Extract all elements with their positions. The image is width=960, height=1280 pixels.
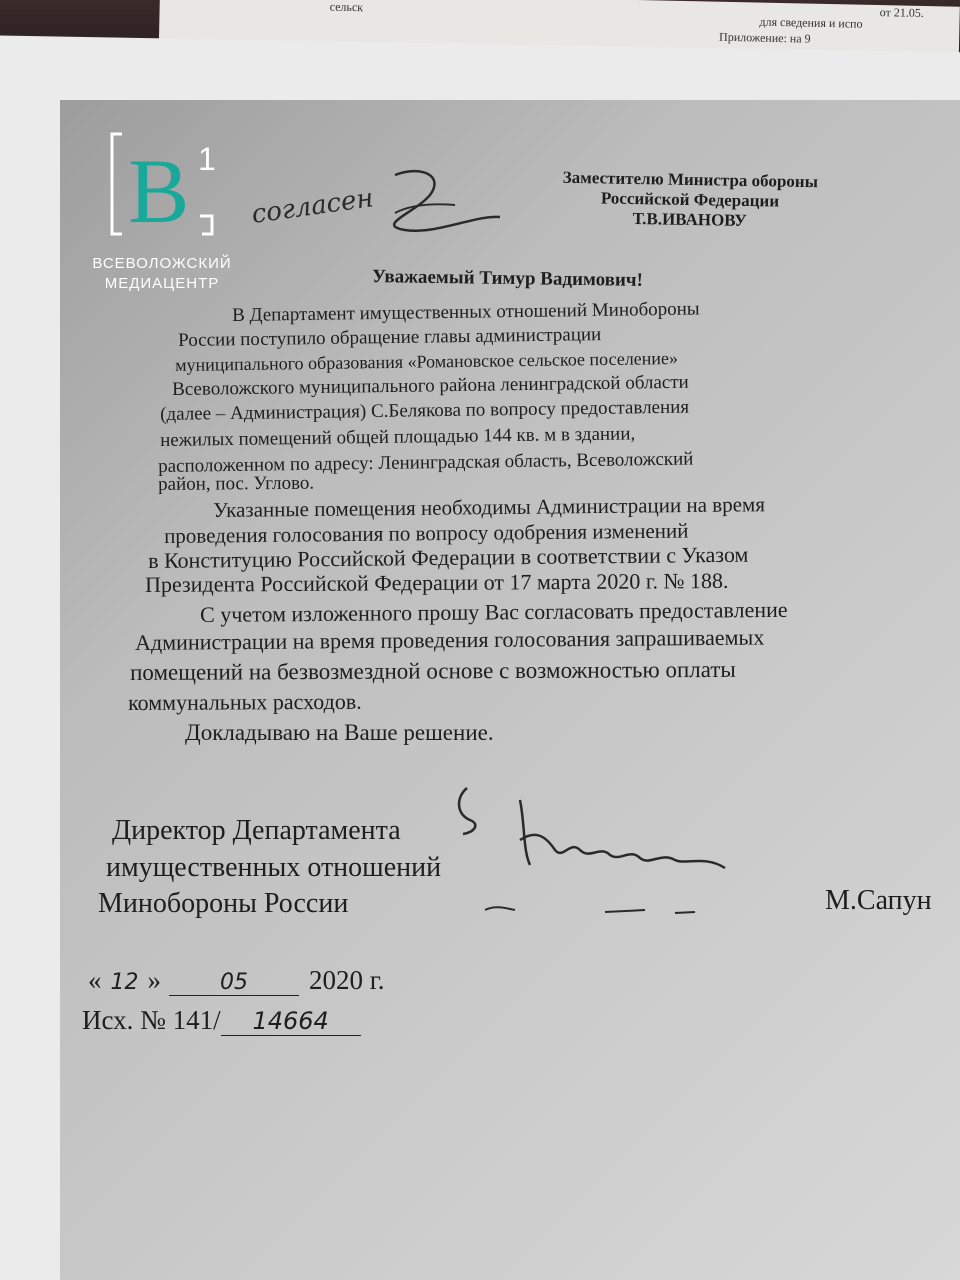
- paragraph-1-line-3: муниципального образования «Романовское сельское поселение»: [175, 347, 679, 375]
- paragraph-1-line-8: район, пос. Углово.: [158, 472, 315, 495]
- paragraph-2-line-1: Указанные помещения необходимы Администрации на время: [213, 492, 766, 522]
- paragraph-1-line-1: В Департамент имущественных отношений Минобороны: [232, 298, 700, 326]
- paragraph-1-line-4: Всеволожского муниципального района ленинградской области: [172, 371, 689, 400]
- paragraph-1-line-7: расположенном по адресу: Ленинградская область, Всеволожский: [158, 448, 694, 477]
- logo-superscript: 1: [198, 141, 216, 177]
- recipient-line2: Российской Федерации: [600, 188, 780, 211]
- signature-line1: Директор Департамента: [112, 815, 401, 846]
- date-close-quote: »: [147, 965, 161, 995]
- vsevolozhsky-logo: [108, 130, 216, 238]
- paragraph-3-line-1: С учетом изложенного прошу Вас согласовать предоставление: [200, 596, 788, 627]
- date-month: 05: [169, 970, 299, 996]
- paragraph-2-line-2: проведения голосования по вопросу одобрения изменений: [164, 518, 689, 548]
- bg-sheet-line2: Приложение: на 9: [718, 29, 811, 46]
- bg-sheet-line1: сельск: [329, 0, 364, 15]
- logo-letter: B: [128, 140, 190, 238]
- signature-line3: Минобороны России: [98, 888, 349, 919]
- logo-line1: ВСЕВОЛОЖСКИЙ: [92, 255, 232, 272]
- paragraph-2-line-3: в Конституцию Российской Федерации в соответствии с Указом: [148, 541, 749, 573]
- logo-line2: МЕДИАЦЕНТР: [104, 275, 220, 292]
- date-line: [88, 965, 385, 996]
- handwritten-note: согласен: [249, 183, 376, 230]
- paragraph-4-line-1: Докладываю на Ваше решение.: [185, 720, 494, 745]
- recipient-line3: Т.В.ИВАНОВУ: [632, 209, 747, 230]
- handwritten-resolution: [245, 165, 515, 245]
- paragraph-3-line-2: Администрации на время проведения голосования запрашиваемых: [135, 624, 765, 655]
- bg-sheet-line4: от 21.05.: [879, 5, 924, 20]
- recipient-block: [520, 167, 861, 233]
- date-open-quote: «: [88, 965, 102, 995]
- date-year: 2020 г.: [309, 965, 385, 995]
- date-day: 12: [110, 970, 139, 995]
- paragraph-3-line-4: коммунальных расходов.: [128, 688, 362, 715]
- signatory-name: М.Сапун: [825, 885, 932, 916]
- outgoing-number: 14664: [221, 1007, 361, 1036]
- paragraph-1-line-2: России поступило обращение главы администрации: [178, 324, 602, 351]
- paragraph-1-line-6: нежилых помещений общей площадью 144 кв. м в здании,: [160, 423, 636, 451]
- outgoing-prefix: Исх. № 141/: [82, 1005, 221, 1035]
- signature-line2: имущественных отношений: [106, 852, 442, 883]
- director-signature: [445, 780, 745, 920]
- outgoing-number-line: [82, 1005, 361, 1036]
- greeting: Уважаемый Тимур Вадимович!: [371, 266, 644, 291]
- recipient-line1: Заместителю Министра обороны: [562, 167, 819, 192]
- paragraph-3-line-3: помещений на безвозмездной основе с возможностью оплаты: [130, 656, 736, 685]
- bg-sheet-line3: для сведения и испо: [759, 14, 863, 31]
- paragraph-2-line-4: Президента Российской Федерации от 17 марта 2020 г. № 188.: [145, 567, 729, 597]
- paragraph-1-line-5: (далее – Администрация) С.Белякова по вопросу предоставления: [160, 396, 690, 425]
